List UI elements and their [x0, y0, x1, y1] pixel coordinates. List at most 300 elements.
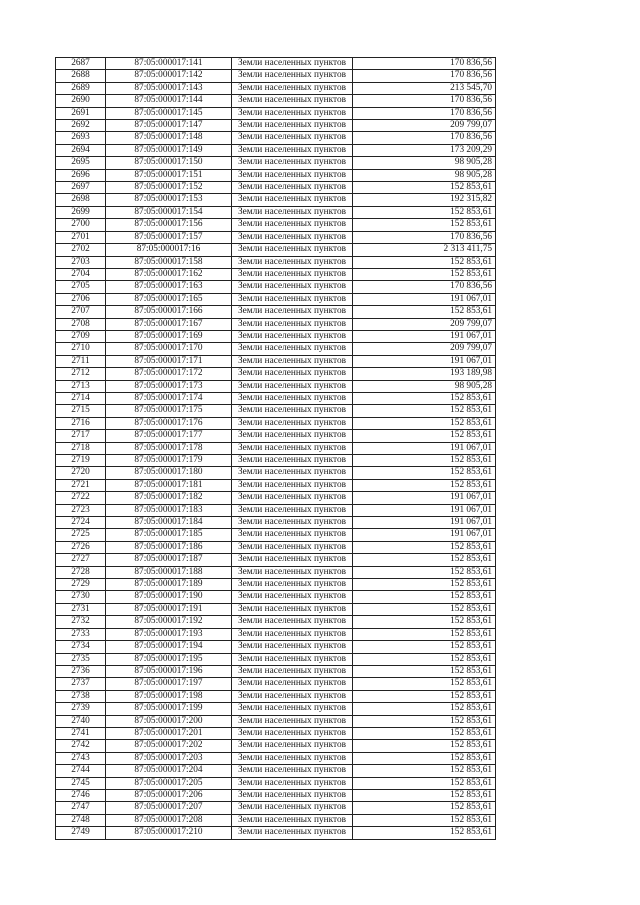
row-number-cell: 2712 — [56, 368, 106, 380]
cadastral-number-cell: 87:05:000017:141 — [106, 58, 232, 70]
land-category-cell: Земли населенных пунктов — [232, 144, 353, 156]
cadastral-number-cell: 87:05:000017:190 — [106, 591, 232, 603]
cadastral-number-cell: 87:05:000017:180 — [106, 467, 232, 479]
cadastral-number-cell: 87:05:000017:202 — [106, 740, 232, 752]
land-category-cell: Земли населенных пунктов — [232, 678, 353, 690]
row-number-cell: 2727 — [56, 554, 106, 566]
cadastral-value-cell: 152 853,61 — [353, 591, 496, 603]
table-row — [56, 380, 496, 392]
cadastral-value-cell: 152 853,61 — [353, 777, 496, 789]
table-row — [56, 355, 496, 367]
row-number-cell: 2687 — [56, 58, 106, 70]
table-row — [56, 740, 496, 752]
row-number-cell: 2699 — [56, 206, 106, 218]
cadastral-value-cell: 191 067,01 — [353, 529, 496, 541]
land-category-cell: Земли населенных пунктов — [232, 765, 353, 777]
land-category-cell: Земли населенных пунктов — [232, 219, 353, 231]
row-number-cell: 2741 — [56, 727, 106, 739]
row-number-cell: 2705 — [56, 281, 106, 293]
cadastral-number-cell: 87:05:000017:162 — [106, 268, 232, 280]
cadastral-number-cell: 87:05:000017:177 — [106, 430, 232, 442]
cadastral-number-cell: 87:05:000017:167 — [106, 318, 232, 330]
row-number-cell: 2737 — [56, 678, 106, 690]
table-row — [56, 504, 496, 516]
cadastral-number-cell: 87:05:000017:206 — [106, 789, 232, 801]
cadastral-value-cell: 152 853,61 — [353, 727, 496, 739]
land-category-cell: Земли населенных пунктов — [232, 628, 353, 640]
cadastral-number-cell: 87:05:000017:173 — [106, 380, 232, 392]
table-row — [56, 492, 496, 504]
land-category-cell: Земли населенных пунктов — [232, 95, 353, 107]
table-row — [56, 120, 496, 132]
row-number-cell: 2749 — [56, 827, 106, 839]
row-number-cell: 2694 — [56, 144, 106, 156]
cadastral-value-cell: 170 836,56 — [353, 95, 496, 107]
table-row — [56, 814, 496, 826]
table-row — [56, 244, 496, 256]
table-row — [56, 517, 496, 529]
cadastral-number-cell: 87:05:000017:198 — [106, 690, 232, 702]
land-category-cell: Земли населенных пунктов — [232, 641, 353, 653]
row-number-cell: 2691 — [56, 107, 106, 119]
table-row — [56, 653, 496, 665]
cadastral-value-cell: 152 853,61 — [353, 479, 496, 491]
cadastral-number-cell: 87:05:000017:178 — [106, 442, 232, 454]
cadastral-value-cell: 152 853,61 — [353, 579, 496, 591]
cadastral-value-cell: 152 853,61 — [353, 802, 496, 814]
row-number-cell: 2697 — [56, 182, 106, 194]
cadastral-number-cell: 87:05:000017:194 — [106, 641, 232, 653]
land-category-cell: Земли населенных пунктов — [232, 405, 353, 417]
cadastral-value-cell: 152 853,61 — [353, 206, 496, 218]
cadastral-number-cell: 87:05:000017:143 — [106, 82, 232, 94]
cadastral-value-cell: 152 853,61 — [353, 641, 496, 653]
row-number-cell: 2700 — [56, 219, 106, 231]
table-row — [56, 430, 496, 442]
land-category-cell: Земли населенных пунктов — [232, 703, 353, 715]
row-number-cell: 2716 — [56, 417, 106, 429]
land-category-cell: Земли населенных пунктов — [232, 70, 353, 82]
row-number-cell: 2747 — [56, 802, 106, 814]
row-number-cell: 2720 — [56, 467, 106, 479]
cadastral-number-cell: 87:05:000017:165 — [106, 293, 232, 305]
table-row — [56, 554, 496, 566]
cadastral-number-cell: 87:05:000017:174 — [106, 392, 232, 404]
land-category-cell: Земли населенных пунктов — [232, 244, 353, 256]
table-row — [56, 132, 496, 144]
land-category-cell: Земли населенных пунктов — [232, 665, 353, 677]
table-row — [56, 231, 496, 243]
table-row — [56, 70, 496, 82]
land-category-cell: Земли населенных пунктов — [232, 293, 353, 305]
cadastral-value-cell: 213 545,70 — [353, 82, 496, 94]
cadastral-value-cell: 170 836,56 — [353, 132, 496, 144]
table-row — [56, 603, 496, 615]
row-number-cell: 2725 — [56, 529, 106, 541]
row-number-cell: 2722 — [56, 492, 106, 504]
cadastral-number-cell: 87:05:000017:204 — [106, 765, 232, 777]
table-row — [56, 455, 496, 467]
table-row — [56, 368, 496, 380]
table-row — [56, 268, 496, 280]
cadastral-value-cell: 170 836,56 — [353, 281, 496, 293]
row-number-cell: 2744 — [56, 765, 106, 777]
row-number-cell: 2709 — [56, 330, 106, 342]
cadastral-number-cell: 87:05:000017:166 — [106, 306, 232, 318]
cadastral-value-cell: 152 853,61 — [353, 405, 496, 417]
cadastral-value-cell: 209 799,07 — [353, 120, 496, 132]
row-number-cell: 2710 — [56, 343, 106, 355]
table-row — [56, 529, 496, 541]
land-category-cell: Земли населенных пунктов — [232, 603, 353, 615]
cadastral-value-cell: 152 853,61 — [353, 566, 496, 578]
cadastral-number-cell: 87:05:000017:181 — [106, 479, 232, 491]
row-number-cell: 2715 — [56, 405, 106, 417]
land-category-cell: Земли населенных пунктов — [232, 442, 353, 454]
table-row — [56, 58, 496, 70]
table-row — [56, 306, 496, 318]
cadastral-number-cell: 87:05:000017:208 — [106, 814, 232, 826]
row-number-cell: 2704 — [56, 268, 106, 280]
cadastral-number-cell: 87:05:000017:187 — [106, 554, 232, 566]
cadastral-number-cell: 87:05:000017:175 — [106, 405, 232, 417]
cadastral-value-cell: 152 853,61 — [353, 703, 496, 715]
table-row — [56, 541, 496, 553]
cadastral-number-cell: 87:05:000017:186 — [106, 541, 232, 553]
land-category-cell: Земли населенных пунктов — [232, 591, 353, 603]
row-number-cell: 2732 — [56, 616, 106, 628]
cadastral-value-cell: 191 067,01 — [353, 293, 496, 305]
land-category-cell: Земли населенных пунктов — [232, 579, 353, 591]
table-row — [56, 293, 496, 305]
cadastral-number-cell: 87:05:000017:150 — [106, 157, 232, 169]
table-row — [56, 690, 496, 702]
cadastral-value-cell: 191 067,01 — [353, 517, 496, 529]
cadastral-number-cell: 87:05:000017:147 — [106, 120, 232, 132]
land-category-cell: Земли населенных пунктов — [232, 343, 353, 355]
land-category-cell: Земли населенных пунктов — [232, 206, 353, 218]
row-number-cell: 2730 — [56, 591, 106, 603]
table-row — [56, 169, 496, 181]
cadastral-number-cell: 87:05:000017:158 — [106, 256, 232, 268]
row-number-cell: 2693 — [56, 132, 106, 144]
table-row — [56, 194, 496, 206]
land-category-cell: Земли населенных пунктов — [232, 554, 353, 566]
cadastral-value-cell: 191 067,01 — [353, 492, 496, 504]
cadastral-number-cell: 87:05:000017:171 — [106, 355, 232, 367]
cadastral-value-cell: 152 853,61 — [353, 417, 496, 429]
cadastral-number-cell: 87:05:000017:201 — [106, 727, 232, 739]
row-number-cell: 2692 — [56, 120, 106, 132]
row-number-cell: 2690 — [56, 95, 106, 107]
land-category-cell: Земли населенных пунктов — [232, 690, 353, 702]
cadastral-value-cell: 170 836,56 — [353, 231, 496, 243]
land-category-cell: Земли населенных пунктов — [232, 392, 353, 404]
cadastral-value-cell: 152 853,61 — [353, 628, 496, 640]
row-number-cell: 2745 — [56, 777, 106, 789]
table-row — [56, 107, 496, 119]
cadastral-number-cell: 87:05:000017:169 — [106, 330, 232, 342]
row-number-cell: 2713 — [56, 380, 106, 392]
land-category-cell: Земли населенных пунктов — [232, 194, 353, 206]
row-number-cell: 2743 — [56, 752, 106, 764]
cadastral-value-cell: 152 853,61 — [353, 603, 496, 615]
cadastral-value-table — [55, 57, 496, 840]
row-number-cell: 2731 — [56, 603, 106, 615]
cadastral-number-cell: 87:05:000017:176 — [106, 417, 232, 429]
cadastral-value-cell: 193 189,98 — [353, 368, 496, 380]
cadastral-number-cell: 87:05:000017:210 — [106, 827, 232, 839]
land-category-cell: Земли населенных пунктов — [232, 231, 353, 243]
cadastral-value-cell: 191 067,01 — [353, 442, 496, 454]
row-number-cell: 2736 — [56, 665, 106, 677]
land-category-cell: Земли населенных пунктов — [232, 802, 353, 814]
cadastral-value-cell: 152 853,61 — [353, 827, 496, 839]
row-number-cell: 2721 — [56, 479, 106, 491]
cadastral-number-cell: 87:05:000017:156 — [106, 219, 232, 231]
cadastral-number-cell: 87:05:000017:172 — [106, 368, 232, 380]
land-category-cell: Земли населенных пунктов — [232, 517, 353, 529]
row-number-cell: 2706 — [56, 293, 106, 305]
cadastral-number-cell: 87:05:000017:163 — [106, 281, 232, 293]
table-row — [56, 616, 496, 628]
row-number-cell: 2719 — [56, 455, 106, 467]
row-number-cell: 2703 — [56, 256, 106, 268]
table-row — [56, 256, 496, 268]
row-number-cell: 2729 — [56, 579, 106, 591]
cadastral-value-cell: 152 853,61 — [353, 455, 496, 467]
table-row — [56, 802, 496, 814]
land-category-cell: Земли населенных пунктов — [232, 281, 353, 293]
land-category-cell: Земли населенных пунктов — [232, 541, 353, 553]
cadastral-value-cell: 152 853,61 — [353, 430, 496, 442]
cadastral-number-cell: 87:05:000017:179 — [106, 455, 232, 467]
cadastral-value-cell: 152 853,61 — [353, 740, 496, 752]
row-number-cell: 2734 — [56, 641, 106, 653]
row-number-cell: 2698 — [56, 194, 106, 206]
cadastral-value-cell: 209 799,07 — [353, 318, 496, 330]
row-number-cell: 2746 — [56, 789, 106, 801]
land-category-cell: Земли населенных пунктов — [232, 715, 353, 727]
table-row — [56, 789, 496, 801]
table-row — [56, 182, 496, 194]
row-number-cell: 2718 — [56, 442, 106, 454]
cadastral-value-cell: 98 905,28 — [353, 157, 496, 169]
table-row — [56, 95, 496, 107]
land-category-cell: Земли населенных пунктов — [232, 107, 353, 119]
land-category-cell: Земли населенных пунктов — [232, 368, 353, 380]
row-number-cell: 2689 — [56, 82, 106, 94]
land-category-cell: Земли населенных пунктов — [232, 157, 353, 169]
cadastral-number-cell: 87:05:000017:192 — [106, 616, 232, 628]
cadastral-value-cell: 170 836,56 — [353, 107, 496, 119]
land-category-cell: Земли населенных пунктов — [232, 430, 353, 442]
land-category-cell: Земли населенных пунктов — [232, 256, 353, 268]
cadastral-value-cell: 152 853,61 — [353, 541, 496, 553]
cadastral-value-cell: 152 853,61 — [353, 814, 496, 826]
land-category-cell: Земли населенных пунктов — [232, 529, 353, 541]
row-number-cell: 2688 — [56, 70, 106, 82]
cadastral-value-cell: 192 315,82 — [353, 194, 496, 206]
land-category-cell: Земли населенных пунктов — [232, 182, 353, 194]
row-number-cell: 2714 — [56, 392, 106, 404]
table-row — [56, 392, 496, 404]
land-category-cell: Земли населенных пунктов — [232, 479, 353, 491]
land-category-cell: Земли населенных пунктов — [232, 132, 353, 144]
row-number-cell: 2726 — [56, 541, 106, 553]
table-row — [56, 157, 496, 169]
cadastral-number-cell: 87:05:000017:196 — [106, 665, 232, 677]
cadastral-number-cell: 87:05:000017:205 — [106, 777, 232, 789]
table-row — [56, 281, 496, 293]
land-category-cell: Земли населенных пунктов — [232, 504, 353, 516]
cadastral-number-cell: 87:05:000017:191 — [106, 603, 232, 615]
table-row — [56, 417, 496, 429]
table-row — [56, 703, 496, 715]
cadastral-number-cell: 87:05:000017:185 — [106, 529, 232, 541]
land-category-cell: Земли населенных пунктов — [232, 120, 353, 132]
table-row — [56, 467, 496, 479]
table-row — [56, 144, 496, 156]
cadastral-number-cell: 87:05:000017:16 — [106, 244, 232, 256]
table-row — [56, 206, 496, 218]
cadastral-value-cell: 152 853,61 — [353, 554, 496, 566]
row-number-cell: 2696 — [56, 169, 106, 181]
cadastral-value-cell: 152 853,61 — [353, 690, 496, 702]
row-number-cell: 2733 — [56, 628, 106, 640]
land-category-cell: Земли населенных пунктов — [232, 814, 353, 826]
land-category-cell: Земли населенных пунктов — [232, 616, 353, 628]
table-row — [56, 727, 496, 739]
cadastral-value-cell: 98 905,28 — [353, 169, 496, 181]
cadastral-value-cell: 152 853,61 — [353, 616, 496, 628]
land-category-cell: Земли населенных пунктов — [232, 330, 353, 342]
cadastral-number-cell: 87:05:000017:183 — [106, 504, 232, 516]
row-number-cell: 2701 — [56, 231, 106, 243]
row-number-cell: 2717 — [56, 430, 106, 442]
land-category-cell: Земли населенных пунктов — [232, 789, 353, 801]
land-category-cell: Земли населенных пунктов — [232, 417, 353, 429]
land-category-cell: Земли населенных пунктов — [232, 727, 353, 739]
land-category-cell: Земли населенных пунктов — [232, 740, 353, 752]
row-number-cell: 2711 — [56, 355, 106, 367]
land-category-cell: Земли населенных пунктов — [232, 355, 353, 367]
cadastral-number-cell: 87:05:000017:195 — [106, 653, 232, 665]
cadastral-value-cell: 152 853,61 — [353, 752, 496, 764]
row-number-cell: 2707 — [56, 306, 106, 318]
cadastral-value-cell: 152 853,61 — [353, 256, 496, 268]
row-number-cell: 2723 — [56, 504, 106, 516]
table-row — [56, 628, 496, 640]
row-number-cell: 2695 — [56, 157, 106, 169]
land-category-cell: Земли населенных пунктов — [232, 752, 353, 764]
cadastral-number-cell: 87:05:000017:182 — [106, 492, 232, 504]
table-row — [56, 765, 496, 777]
table-row — [56, 752, 496, 764]
table-row — [56, 442, 496, 454]
cadastral-value-cell: 170 836,56 — [353, 70, 496, 82]
land-category-cell: Земли населенных пунктов — [232, 318, 353, 330]
table-row — [56, 566, 496, 578]
cadastral-value-cell: 152 853,61 — [353, 219, 496, 231]
cadastral-value-cell: 191 067,01 — [353, 504, 496, 516]
cadastral-number-cell: 87:05:000017:189 — [106, 579, 232, 591]
land-category-cell: Земли населенных пунктов — [232, 653, 353, 665]
cadastral-number-cell: 87:05:000017:199 — [106, 703, 232, 715]
cadastral-value-cell: 152 853,61 — [353, 678, 496, 690]
table-row — [56, 318, 496, 330]
cadastral-number-cell: 87:05:000017:197 — [106, 678, 232, 690]
land-category-cell: Земли населенных пунктов — [232, 82, 353, 94]
land-category-cell: Земли населенных пунктов — [232, 777, 353, 789]
land-category-cell: Земли населенных пунктов — [232, 467, 353, 479]
row-number-cell: 2738 — [56, 690, 106, 702]
land-category-cell: Земли населенных пунктов — [232, 268, 353, 280]
cadastral-number-cell: 87:05:000017:193 — [106, 628, 232, 640]
cadastral-value-cell: 152 853,61 — [353, 306, 496, 318]
cadastral-value-cell: 2 313 411,75 — [353, 244, 496, 256]
cadastral-number-cell: 87:05:000017:149 — [106, 144, 232, 156]
row-number-cell: 2735 — [56, 653, 106, 665]
table-row — [56, 82, 496, 94]
cadastral-number-cell: 87:05:000017:154 — [106, 206, 232, 218]
table-row — [56, 678, 496, 690]
land-category-cell: Земли населенных пунктов — [232, 58, 353, 70]
cadastral-value-cell: 191 067,01 — [353, 355, 496, 367]
land-category-cell: Земли населенных пунктов — [232, 169, 353, 181]
table-row — [56, 641, 496, 653]
cadastral-value-cell: 152 853,61 — [353, 789, 496, 801]
cadastral-value-cell: 152 853,61 — [353, 467, 496, 479]
cadastral-value-cell: 152 853,61 — [353, 182, 496, 194]
row-number-cell: 2748 — [56, 814, 106, 826]
cadastral-number-cell: 87:05:000017:142 — [106, 70, 232, 82]
cadastral-value-cell: 209 799,07 — [353, 343, 496, 355]
cadastral-value-cell: 98 905,28 — [353, 380, 496, 392]
table-row — [56, 219, 496, 231]
cadastral-number-cell: 87:05:000017:188 — [106, 566, 232, 578]
land-category-cell: Земли населенных пунктов — [232, 566, 353, 578]
cadastral-value-cell: 170 836,56 — [353, 58, 496, 70]
table-row — [56, 405, 496, 417]
row-number-cell: 2724 — [56, 517, 106, 529]
land-category-cell: Земли населенных пунктов — [232, 455, 353, 467]
row-number-cell: 2708 — [56, 318, 106, 330]
cadastral-number-cell: 87:05:000017:207 — [106, 802, 232, 814]
land-category-cell: Земли населенных пунктов — [232, 827, 353, 839]
table-row — [56, 715, 496, 727]
cadastral-number-cell: 87:05:000017:151 — [106, 169, 232, 181]
cadastral-number-cell: 87:05:000017:152 — [106, 182, 232, 194]
cadastral-value-cell: 191 067,01 — [353, 330, 496, 342]
cadastral-value-cell: 152 853,61 — [353, 765, 496, 777]
cadastral-value-cell: 152 853,61 — [353, 392, 496, 404]
row-number-cell: 2739 — [56, 703, 106, 715]
table-row — [56, 777, 496, 789]
land-category-cell: Земли населенных пунктов — [232, 492, 353, 504]
cadastral-value-cell: 152 853,61 — [353, 268, 496, 280]
table-row — [56, 479, 496, 491]
table-row — [56, 579, 496, 591]
cadastral-number-cell: 87:05:000017:170 — [106, 343, 232, 355]
cadastral-value-cell: 152 853,61 — [353, 665, 496, 677]
cadastral-number-cell: 87:05:000017:203 — [106, 752, 232, 764]
table-row — [56, 343, 496, 355]
table-body — [56, 58, 496, 840]
table-row — [56, 665, 496, 677]
cadastral-number-cell: 87:05:000017:145 — [106, 107, 232, 119]
table-row — [56, 827, 496, 839]
